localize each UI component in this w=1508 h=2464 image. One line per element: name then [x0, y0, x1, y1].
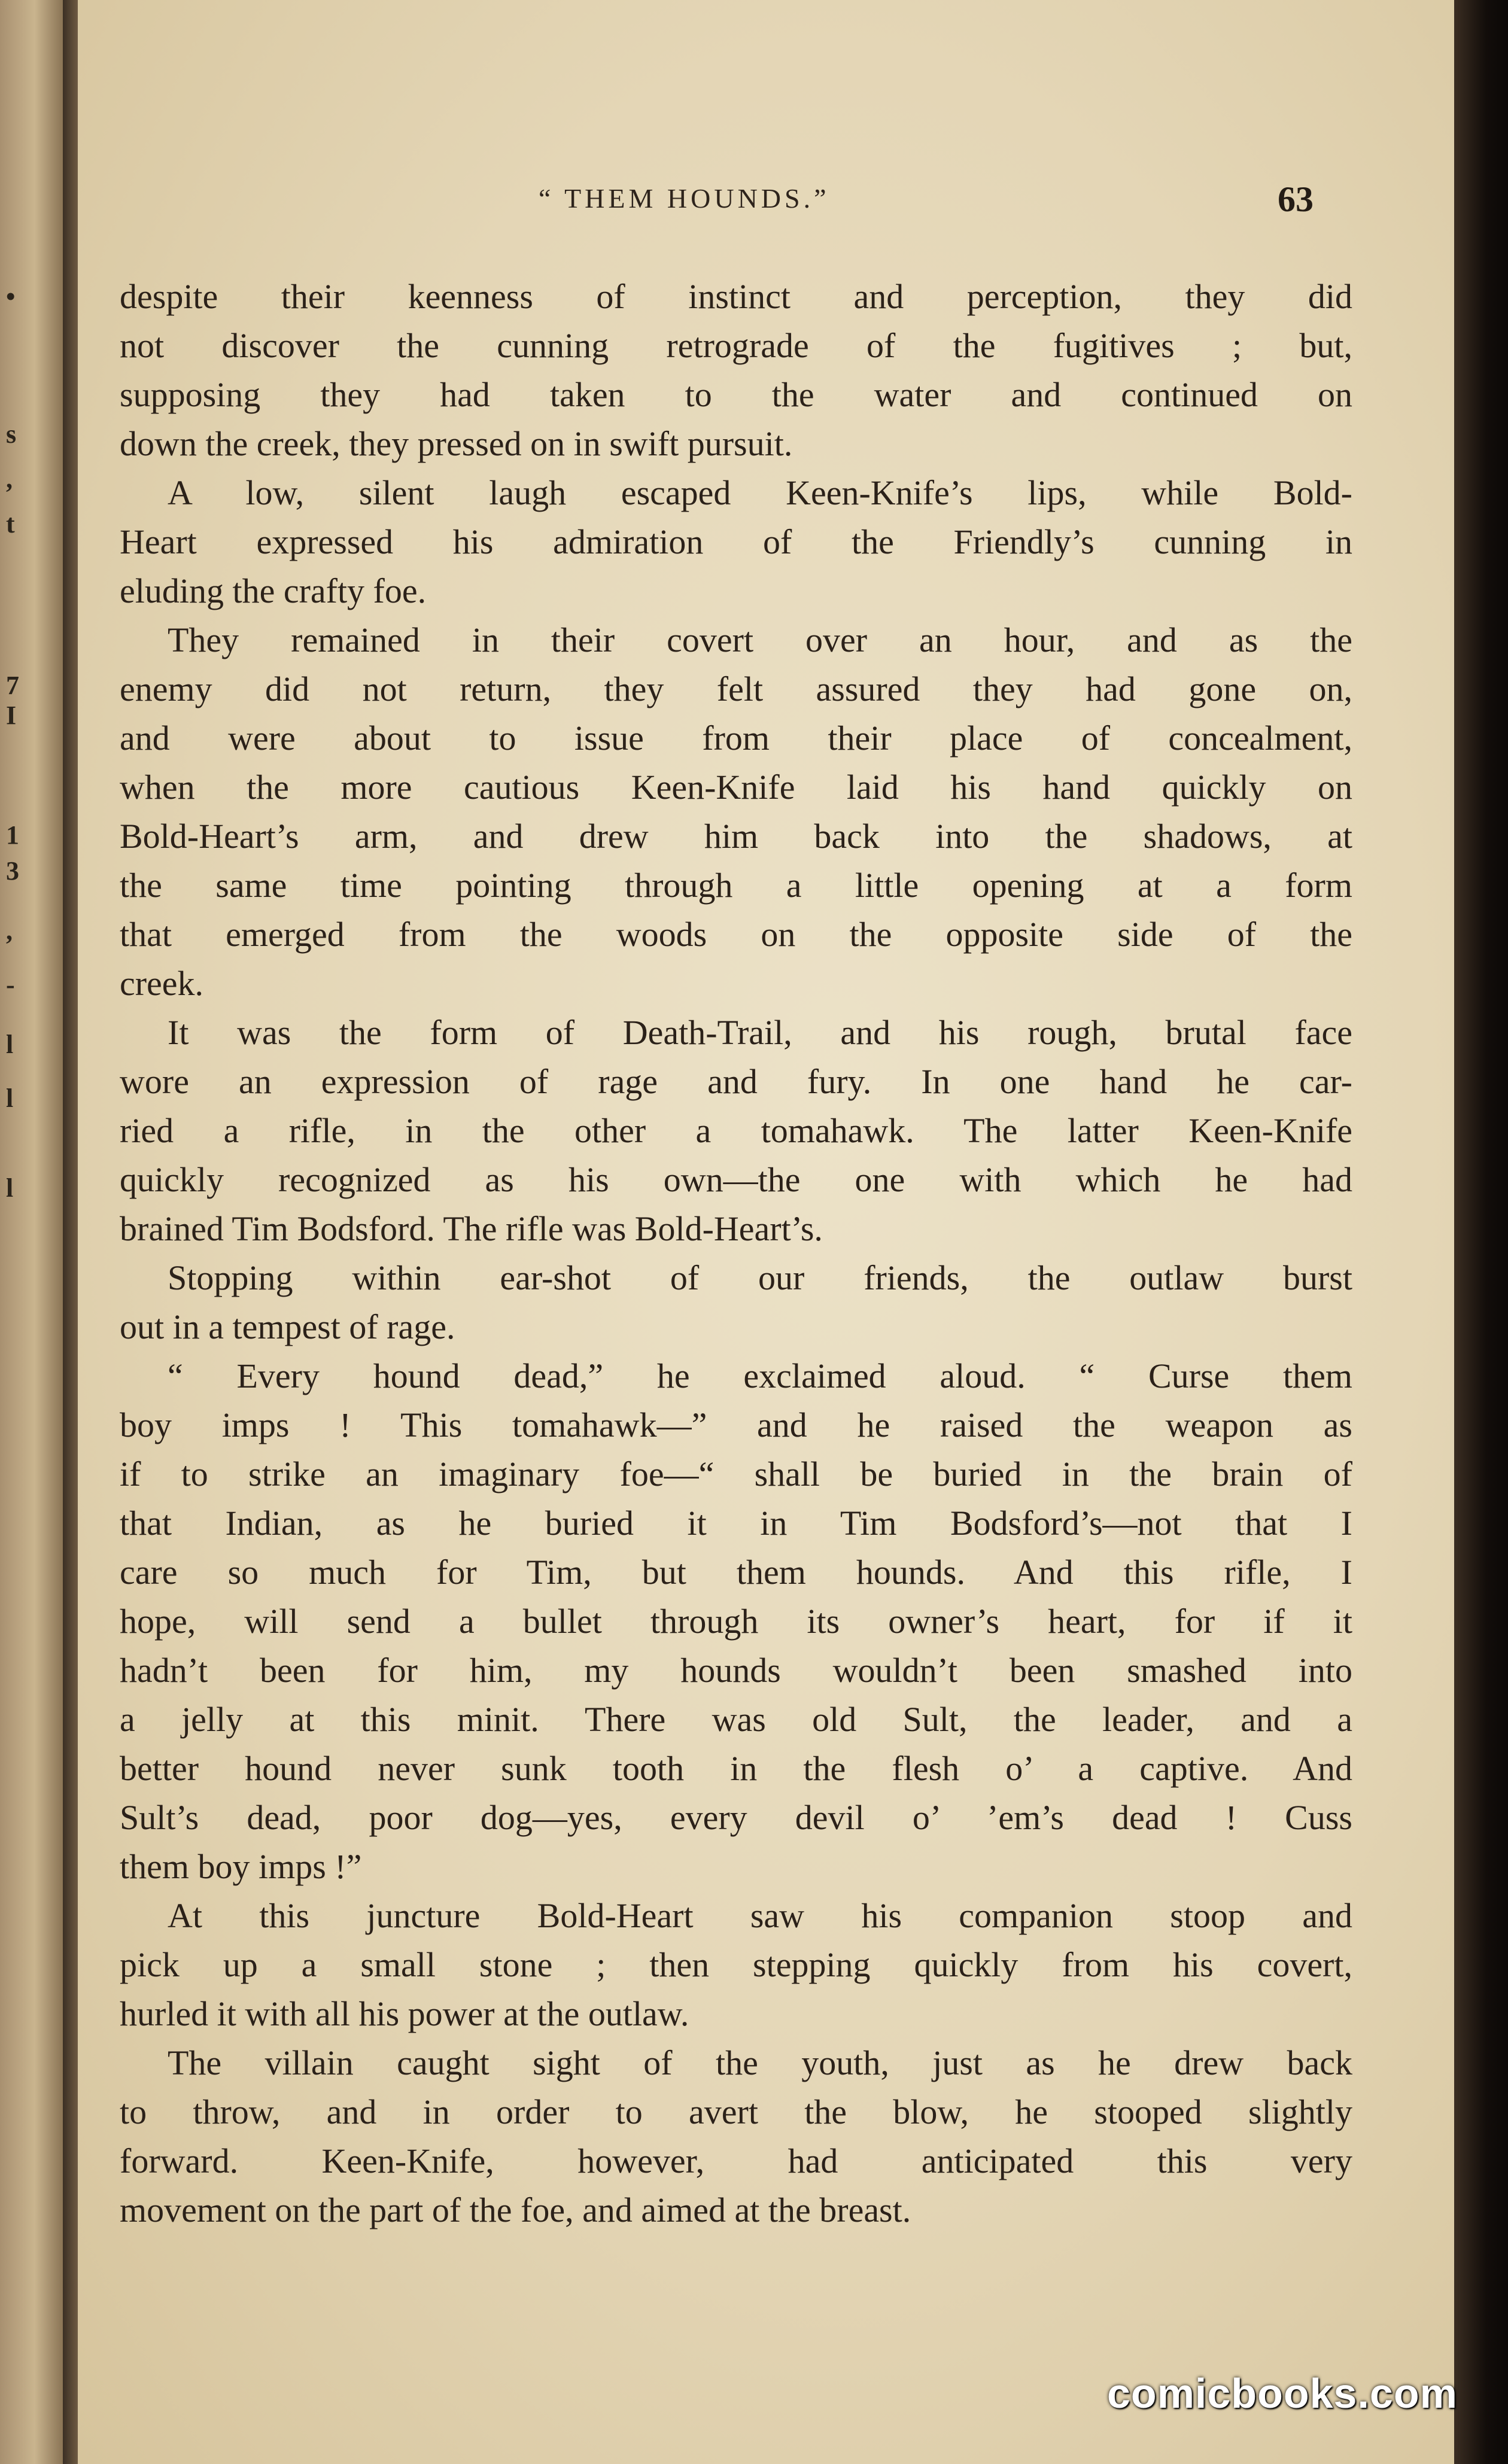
text-line: hurled it with all his power at the outlaw. [120, 1994, 689, 2033]
text-line: the same time pointing through a little opening at a form [120, 866, 1352, 905]
text-line: A low, silent laugh escaped Keen-Knife’s lips, while Bold- [168, 473, 1352, 512]
text-line: The villain caught sight of the youth, just as he drew back [168, 2043, 1352, 2082]
text-line: It was the form of Death-Trail, and his rough, brutal face [168, 1013, 1352, 1052]
text-line: boy imps ! This tomahawk—” and he raised the weapon as [120, 1406, 1352, 1444]
text-line: Heart expressed his admiration of the Friendly’s cunning in [120, 522, 1352, 561]
paragraph [120, 1254, 1352, 1352]
previous-page-fragment: 7 [6, 671, 19, 700]
paragraph [120, 1008, 1352, 1254]
previous-page-fragment: s [6, 419, 17, 449]
text-line: wore an expression of rage and fury. In one hand he car- [120, 1062, 1352, 1101]
previous-page-fragment: I [6, 701, 17, 730]
text-line: They remained in their covert over an hour, and as the [168, 620, 1352, 659]
text-line: ried a rifle, in the other a tomahawk. The latter Keen-Knife [120, 1111, 1352, 1150]
text-line: supposing they had taken to the water and continued on [120, 375, 1352, 414]
text-line: when the more cautious Keen-Knife laid his hand quickly on [120, 768, 1352, 807]
previous-page-fragment: l [6, 1173, 14, 1203]
previous-page-fragment: 3 [6, 856, 19, 886]
text-line: pick up a small stone ; then stepping quickly from his covert, [120, 1945, 1352, 1984]
paragraph [120, 1352, 1352, 1891]
previous-page-edge [0, 0, 63, 2464]
book-cover-edge [1454, 0, 1508, 2464]
text-line: them boy imps !” [120, 1847, 362, 1886]
text-line: creek. [120, 964, 204, 1003]
text-line: “ Every hound dead,” he exclaimed aloud. “ Curse them [168, 1356, 1352, 1395]
previous-page-fragment: , [6, 464, 13, 494]
paragraph [120, 1891, 1352, 2039]
text-line: eluding the crafty foe. [120, 571, 427, 610]
previous-page-fragment: 1 [6, 820, 19, 850]
previous-page-fragment: t [6, 509, 15, 539]
previous-page-fragment: l [6, 1084, 14, 1113]
book-gutter [63, 0, 78, 2464]
site-watermark: comicbooks.com [1107, 2370, 1458, 2417]
previous-page-fragment: , [6, 916, 13, 945]
previous-page-fragment: - [6, 970, 15, 999]
paragraph [120, 2039, 1352, 2235]
text-line: to throw, and in order to avert the blow, he stooped slightly [120, 2092, 1352, 2131]
running-head [78, 182, 1454, 230]
text-line: despite their keenness of instinct and perception, they did [120, 277, 1352, 316]
paragraph [120, 616, 1352, 1008]
text-line: forward. Keen-Knife, however, had anticipated this very [120, 2141, 1352, 2180]
text-line: Stopping within ear-shot of our friends, the outlaw burst [168, 1258, 1352, 1297]
text-line: down the creek, they pressed on in swift pursuit. [120, 424, 793, 463]
text-line: brained Tim Bodsford. The rifle was Bold-Heart’s. [120, 1209, 823, 1248]
text-line: quickly recognized as his own—the one with which he had [120, 1160, 1352, 1199]
previous-page-fragment: l [6, 1030, 14, 1059]
text-line: enemy did not return, they felt assured they had gone on, [120, 670, 1352, 708]
text-line: if to strike an imaginary foe—“ shall be buried in the brain of [120, 1455, 1352, 1493]
running-title: “ THEM HOUNDS.” [539, 183, 830, 214]
text-line: Sult’s dead, poor dog—yes, every devil o’ ’em’s dead ! Cuss [120, 1798, 1352, 1837]
text-line: out in a tempest of rage. [120, 1307, 455, 1346]
text-line: a jelly at this minit. There was old Sult, the leader, and a [120, 1700, 1352, 1739]
text-line: and were about to issue from their place of concealment, [120, 719, 1352, 758]
text-line: that Indian, as he buried it in Tim Bodsford’s—not that I [120, 1504, 1352, 1543]
text-line: movement on the part of the foe, and aimed at the breast. [120, 2191, 911, 2229]
paragraph [120, 469, 1352, 616]
text-line: Bold-Heart’s arm, and drew him back into the shadows, at [120, 817, 1352, 856]
paragraph [120, 272, 1352, 469]
text-line: that emerged from the woods on the opposite side of the [120, 915, 1352, 954]
previous-page-fragment: • [6, 282, 16, 311]
text-line: At this juncture Bold-Heart saw his companion stoop and [168, 1896, 1352, 1935]
book-page [78, 0, 1454, 2464]
text-line: hope, will send a bullet through its owner’s heart, for if it [120, 1602, 1352, 1641]
text-line: better hound never sunk tooth in the flesh o’ a captive. And [120, 1749, 1352, 1788]
body-text [120, 272, 1352, 2235]
text-line: not discover the cunning retrograde of the fugitives ; but, [120, 326, 1352, 365]
text-line: care so much for Tim, but them hounds. And this rifle, I [120, 1553, 1352, 1592]
text-line: hadn’t been for him, my hounds wouldn’t been smashed into [120, 1651, 1352, 1690]
page-number: 63 [1278, 180, 1314, 219]
